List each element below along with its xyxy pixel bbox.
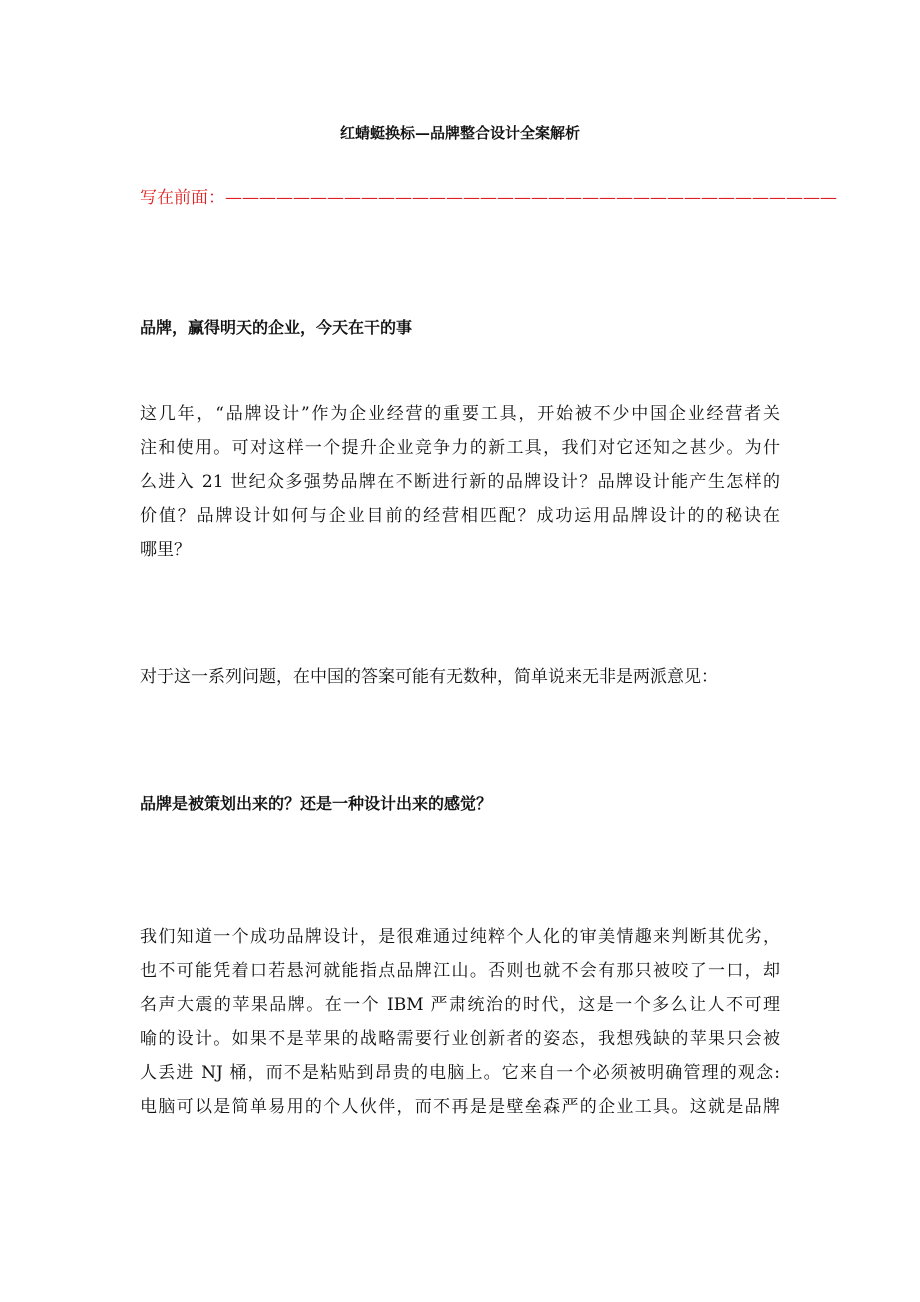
paragraph-intro [140,397,780,567]
paragraph-line: 人丢进 NJ 桶，而不是粘贴到昂贵的电脑上。它来自一个必须被明确管理的观念: [140,1063,780,1083]
paragraph-line: 名声大震的苹果品牌。在一个 IBM 严肃统治的时代，这是一个多么让人不可理 [140,995,780,1015]
paragraph-question [140,660,780,694]
paragraph-line: 注和使用。可对这样一个提升企业竞争力的新工具，我们对它还知之甚少。为什 [140,438,780,458]
section-heading-2: 品牌是被策划出来的？还是一种设计出来的感觉？ [140,794,493,813]
paragraph-line: 电脑可以是简单易用的个人伙伴，而不再是是壁垒森严的企业工具。这就是品牌 [140,1097,780,1117]
document-title: 红蜻蜓换标—品牌整合设计全案解析 [339,124,580,142]
paragraph-line: 对于这一系列问题，在中国的答案可能有无数种，简单说来无非是两派意见： [140,667,718,687]
paragraph-line: 也不可能凭着口若悬河就能指点品牌江山。否则也就不会有那只被咬了一口，却 [140,961,780,981]
paragraph-line: 我们知道一个成功品牌设计，是很难通过纯粹个人化的审美情趣来判断其优劣， [140,927,780,947]
section-heading-1: 品牌，赢得明天的企业，今天在干的事 [140,318,413,337]
paragraph-line: 喻的设计。如果不是苹果的战略需要行业创新者的姿态，我想残缺的苹果只会被 [140,1029,780,1049]
paragraph-line: 么进入 21 世纪众多强势品牌在不断进行新的品牌设计？品牌设计能产生怎样的 [140,472,780,492]
paragraph-apple [140,920,780,1124]
preface-line: 写在前面：———————————————————————————————————— [140,188,837,208]
paragraph-line: 这几年，“品牌设计”作为企业经营的重要工具，开始被不少中国企业经营者关 [140,404,780,424]
paragraph-line: 哪里？ [140,540,191,560]
paragraph-line: 价值？品牌设计如何与企业目前的经营相匹配？成功运用品牌设计的的秘诀在 [140,506,780,526]
